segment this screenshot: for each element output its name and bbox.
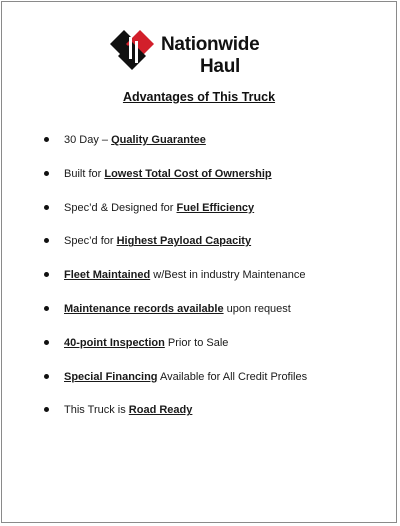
item-highlight: Special Financing [64,370,158,383]
list-item [40,201,307,235]
item-highlight: 40-point Inspection [64,336,165,349]
list-item [40,268,307,302]
list-item [40,403,307,437]
page-title: Advantages of This Truck [122,90,276,104]
item-text: w/Best in industry Maintenance [150,269,306,282]
item-highlight: Highest Payload Capacity [116,235,252,248]
item-text: upon request [223,302,291,315]
item-text: Spec’d & Designed for [64,201,177,214]
item-highlight: Fleet Maintained [64,269,151,282]
list-item [40,133,307,167]
list-item [40,234,307,268]
item-highlight: Lowest Total Cost of Ownership [104,167,272,180]
bullet-icon [44,137,49,142]
item-text: This Truck is [64,404,129,417]
list-item [40,336,307,370]
bullet-icon [44,407,49,412]
bullet-icon [44,340,49,345]
item-highlight: Maintenance records available [64,302,224,315]
item-highlight: Fuel Efficiency [176,201,255,214]
bullet-icon [44,272,49,277]
item-text: Available for All Credit Profiles [157,370,308,383]
list-item [40,370,307,404]
item-text: Spec’d for [64,235,117,248]
item-highlight: Quality Guarantee [111,134,206,146]
brand-name-line1: Nationwide [161,34,260,55]
item-text: Built for [64,167,105,180]
brand-logo [108,24,298,76]
bullet-icon [44,171,49,176]
logo-mark-icon [108,28,156,72]
item-text: Prior to Sale [164,336,229,349]
bullet-icon [44,205,49,210]
bullet-icon [44,238,49,243]
bullet-icon [44,374,49,379]
list-item [40,302,307,336]
list-item [40,167,307,201]
bullet-icon [44,306,49,311]
item-highlight: Road Ready [128,404,193,417]
document-page [1,1,397,523]
item-text: 30 Day – [64,134,112,146]
advantages-list [40,133,307,437]
brand-name-line2: Haul [200,56,240,77]
